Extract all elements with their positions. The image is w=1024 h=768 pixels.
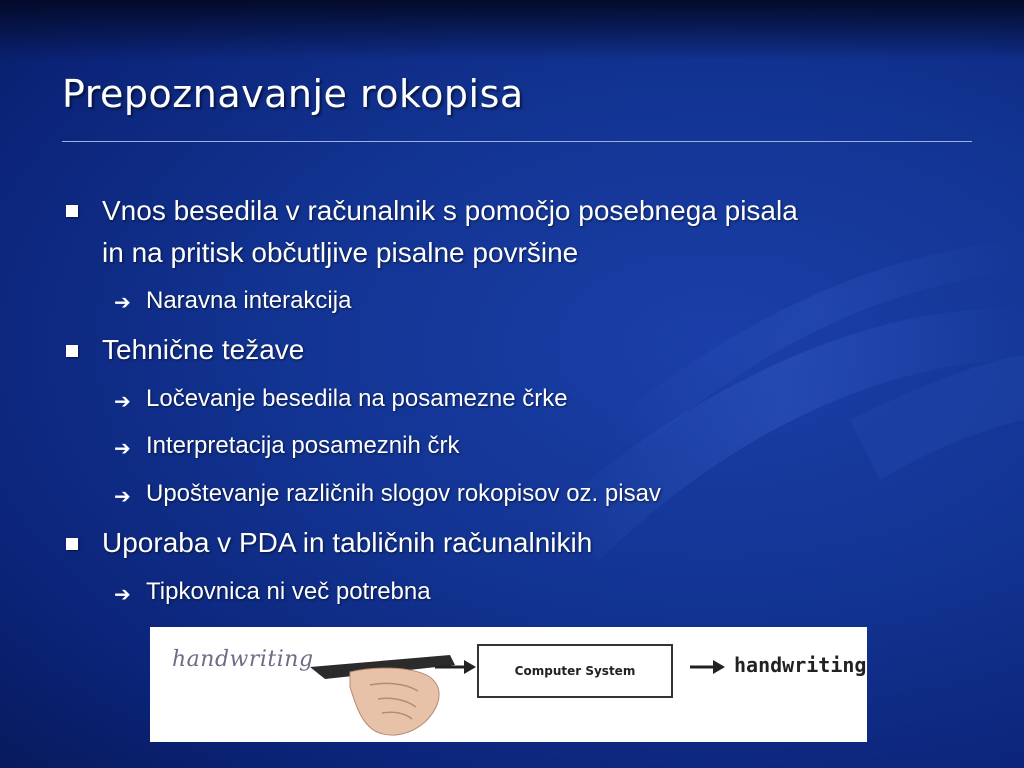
arrow-right-icon: ➔ bbox=[114, 389, 131, 413]
slide-title: Prepoznavanje rokopisa bbox=[62, 72, 524, 116]
arrow-right-icon: ➔ bbox=[114, 582, 131, 606]
bullet-item: Uporaba v PDA in tabličnih računalnikih bbox=[102, 527, 593, 558]
square-bullet-icon bbox=[66, 345, 78, 357]
square-bullet-icon bbox=[66, 538, 78, 550]
bullet-line: in na pritisk občutljive pisalne površine bbox=[102, 237, 579, 268]
handwriting-diagram bbox=[150, 627, 867, 742]
computer-system-box: Computer System bbox=[477, 644, 673, 698]
diagram-input-label: handwriting bbox=[172, 647, 314, 672]
arrow-icon bbox=[464, 660, 476, 674]
sub-bullet-item: Ločevanje besedila na posamezne črke bbox=[146, 385, 568, 412]
arrow-right-icon: ➔ bbox=[114, 290, 131, 314]
arrow-right-icon: ➔ bbox=[114, 484, 131, 508]
arrow-right-icon: ➔ bbox=[114, 436, 131, 460]
arrow-icon bbox=[713, 660, 725, 674]
bullet-item: Tehnične težave bbox=[102, 334, 305, 365]
bullet-line: Vnos besedila v računalnik s pomočjo posebnega pisala bbox=[102, 195, 798, 226]
hand-icon bbox=[350, 668, 439, 735]
diagram-output-label: handwriting bbox=[734, 653, 867, 677]
sub-bullet-item: Naravna interakcija bbox=[146, 287, 352, 314]
sub-bullet-item: Upoštevanje različnih slogov rokopisov oz. pisav bbox=[146, 480, 661, 507]
square-bullet-icon bbox=[66, 205, 78, 217]
sub-bullet-item: Interpretacija posameznih črk bbox=[146, 432, 460, 459]
bullet-item bbox=[102, 190, 972, 274]
sub-bullet-item: Tipkovnica ni več potrebna bbox=[146, 578, 431, 605]
